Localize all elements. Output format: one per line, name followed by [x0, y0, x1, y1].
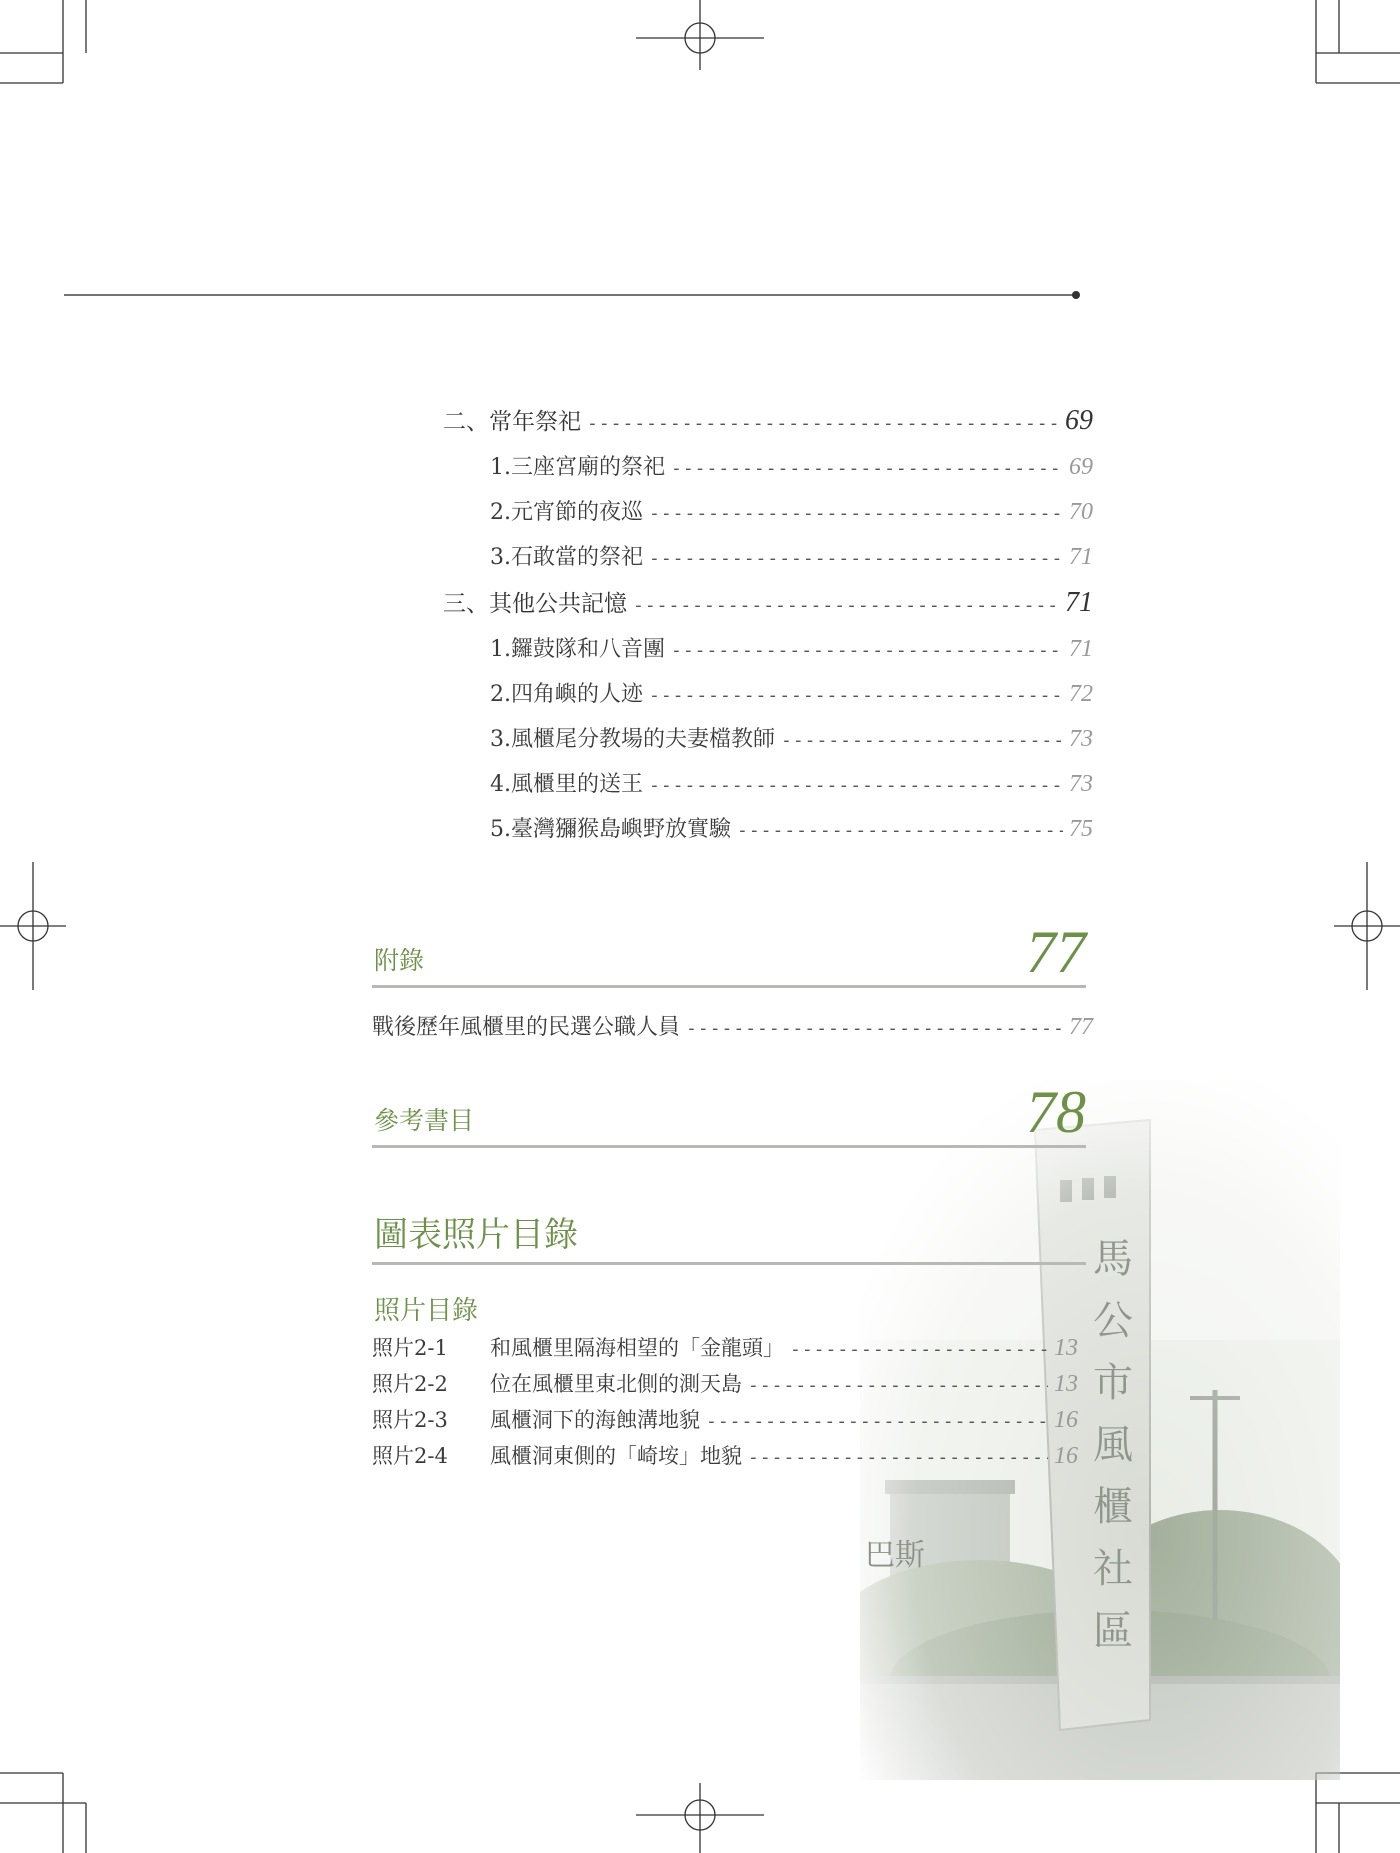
leader-dots	[649, 775, 1063, 796]
toc-page-number: 69	[1065, 405, 1093, 436]
toc-label: 5.臺灣獼猴島嶼野放實驗	[490, 817, 731, 842]
toc-page-number: 73	[1069, 771, 1093, 797]
photo-list-item[interactable]	[372, 1332, 1078, 1362]
toc-label: 3.石敢當的祭祀	[490, 545, 643, 570]
leader-dots	[748, 1447, 1048, 1468]
sign-char: 市	[1093, 1360, 1133, 1406]
photo-page-number: 16	[1054, 1407, 1078, 1433]
references-page-number: 78	[1026, 1079, 1086, 1145]
sign-char: 櫃	[1093, 1484, 1133, 1530]
sign-char: 區	[1093, 1608, 1133, 1654]
photo-caption: 和風櫃里隔海相望的「金龍頭」	[490, 1336, 784, 1360]
toc-item[interactable]	[490, 722, 1093, 753]
toc-page-number: 72	[1069, 681, 1093, 707]
toc-label: 1.鑼鼓隊和八音團	[490, 637, 665, 662]
sign-char: 風	[1093, 1422, 1133, 1468]
photo-page-number: 13	[1054, 1335, 1078, 1361]
toc-page-number: 71	[1069, 636, 1093, 662]
leader-dots	[671, 458, 1063, 479]
leader-dots	[649, 548, 1063, 569]
toc-page-number: 70	[1069, 499, 1093, 525]
leader-dots	[737, 820, 1063, 841]
leader-dots	[748, 1375, 1048, 1396]
sign-char: 公	[1093, 1298, 1133, 1344]
shop-sign-text: 巴斯	[865, 1538, 925, 1573]
toc-item[interactable]	[490, 495, 1093, 526]
leader-dots	[790, 1339, 1048, 1360]
toc-section-3[interactable]	[443, 585, 1093, 619]
toc-page-number: 69	[1069, 454, 1093, 480]
toc-label: 4.風櫃里的送王	[490, 772, 643, 797]
sign-char: 社	[1093, 1546, 1133, 1592]
figures-title: 圖表照片目錄	[374, 1215, 578, 1255]
photo-id: 照片2-2	[372, 1372, 448, 1396]
toc-item[interactable]	[490, 812, 1093, 843]
toc-item[interactable]	[490, 632, 1093, 663]
toc-label: 2.四角嶼的人迹	[490, 682, 643, 707]
toc-section-2[interactable]	[443, 403, 1093, 437]
toc-page-number: 73	[1069, 726, 1093, 752]
leader-dots	[686, 1018, 1063, 1039]
photo-caption: 風櫃洞東側的「崎垵」地貌	[490, 1444, 742, 1468]
appendix-heading	[372, 919, 1086, 988]
photo-caption: 位在風櫃里東北側的測天島	[490, 1372, 742, 1396]
leader-dots	[781, 730, 1063, 751]
sign-vertical-text	[1083, 1228, 1143, 1662]
leader-dots	[706, 1411, 1048, 1432]
figures-heading	[372, 1210, 1086, 1265]
toc-item[interactable]	[490, 450, 1093, 481]
toc-label: 2.元宵節的夜巡	[490, 500, 643, 525]
references-title: 參考書目	[374, 1106, 475, 1135]
leader-dots	[671, 640, 1063, 661]
leader-dots	[587, 413, 1059, 434]
toc-page-number: 75	[1069, 816, 1093, 842]
leader-dots	[649, 503, 1063, 524]
photo-page-number: 13	[1054, 1371, 1078, 1397]
toc-label: 三、其他公共記憶	[443, 591, 627, 617]
photo-page-number: 16	[1054, 1443, 1078, 1469]
photo-list-item[interactable]	[372, 1440, 1078, 1470]
photo-list-item[interactable]	[372, 1368, 1078, 1398]
photo-id: 照片2-4	[372, 1444, 448, 1468]
appendix-page-number: 77	[1026, 919, 1086, 985]
photo-section-title: 照片目錄	[374, 1296, 479, 1326]
photo-id: 照片2-3	[372, 1408, 448, 1432]
toc-item[interactable]	[490, 677, 1093, 708]
toc-label: 1.三座宮廟的祭祀	[490, 455, 665, 480]
sign-char: 馬	[1093, 1236, 1133, 1282]
photo-id: 照片2-1	[372, 1336, 448, 1360]
toc-label: 戰後歷年風櫃里的民選公職人員	[372, 1015, 681, 1040]
leader-dots	[633, 595, 1059, 616]
photo-caption: 風櫃洞下的海蝕溝地貌	[490, 1408, 700, 1432]
toc-page-number: 71	[1065, 587, 1093, 618]
toc-label: 二、常年祭祀	[443, 409, 581, 435]
toc-page-number: 77	[1069, 1014, 1093, 1040]
references-heading	[372, 1079, 1086, 1148]
photo-list-item[interactable]	[372, 1404, 1078, 1434]
toc-item[interactable]	[490, 767, 1093, 798]
toc-item[interactable]	[372, 1010, 1093, 1041]
toc-item[interactable]	[490, 540, 1093, 571]
toc-label: 3.風櫃尾分教場的夫妻檔教師	[490, 727, 775, 752]
appendix-title: 附錄	[374, 946, 425, 975]
leader-dots	[649, 685, 1063, 706]
toc-page-number: 71	[1069, 544, 1093, 570]
